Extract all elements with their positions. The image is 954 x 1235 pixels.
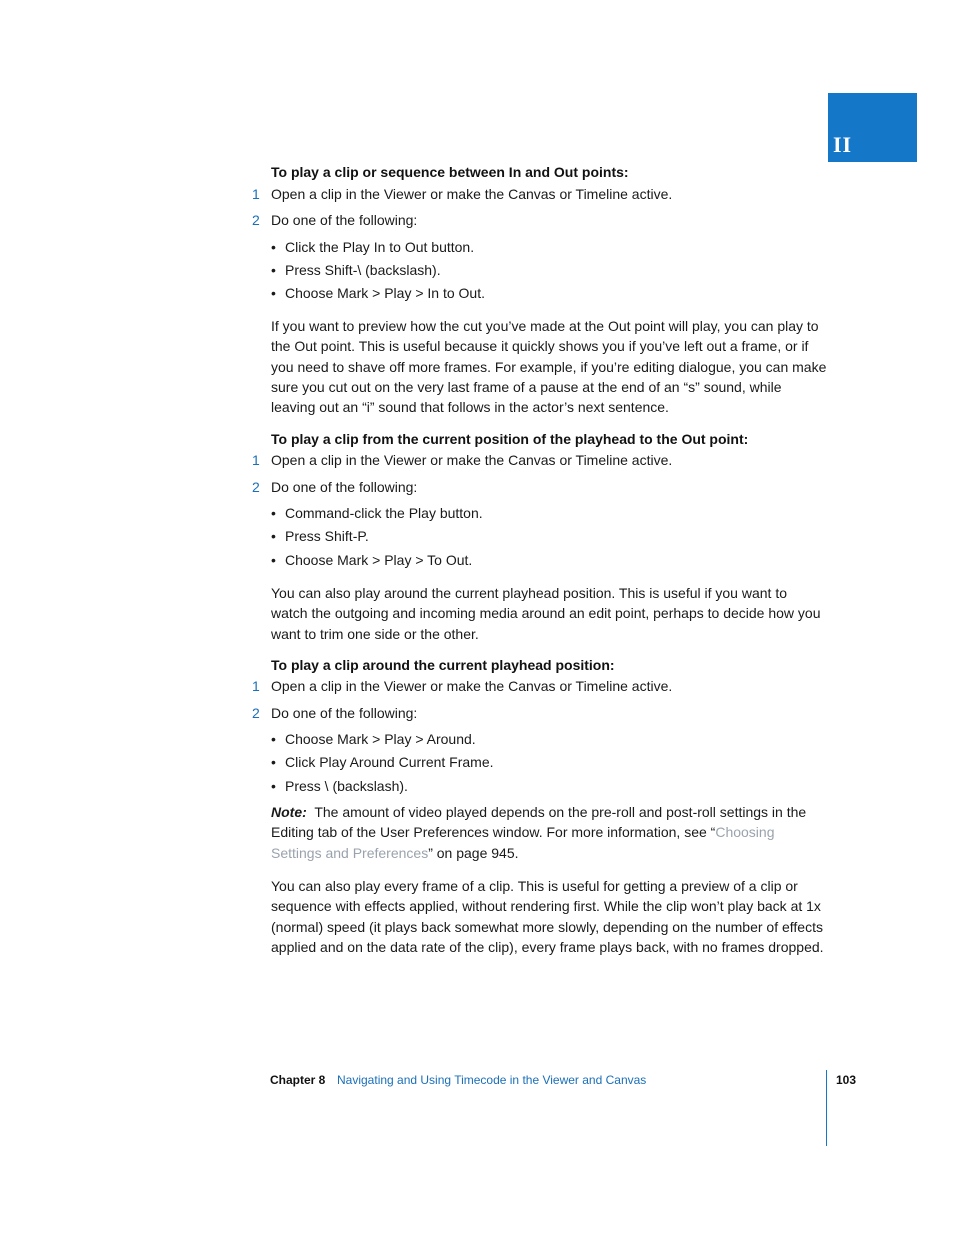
part-tab <box>828 93 917 162</box>
bullet-icon: • <box>271 552 276 568</box>
body-paragraph: You can also play every frame of a clip. This is useful for getting a preview of a clip or sequence with effects applied, without rendering first. While the clip won’t play back at 1x (normal) speed (it plays back somewhat more slowly, depending on the number of effects applied and on the data rate of the clip), every frame plays back, with no frames dropped. <box>271 878 824 955</box>
part-tab-label: II <box>833 132 853 157</box>
section-heading: To play a clip from the current position of the playhead to the Out point: <box>271 431 749 447</box>
step-number: 1 <box>252 186 260 202</box>
step-number: 2 <box>252 212 260 228</box>
list-item <box>271 754 494 770</box>
bullet-icon: • <box>271 731 276 747</box>
list-item <box>271 505 483 521</box>
list-item <box>271 731 476 747</box>
list-item <box>271 239 474 255</box>
step-number: 1 <box>252 678 260 694</box>
footer-chapter-title[interactable]: Navigating and Using Timecode in the Viewer and Canvas <box>337 1073 647 1087</box>
step-number: 1 <box>252 452 260 468</box>
bullet-icon: • <box>271 528 276 544</box>
list-item-text: Press Shift-P. <box>285 528 369 544</box>
list-item-text: Choose Mark > Play > To Out. <box>285 552 473 568</box>
list-item <box>271 285 485 301</box>
bullet-icon: • <box>271 778 276 794</box>
step-number: 2 <box>252 705 260 721</box>
step-text: Open a clip in the Viewer or make the Canvas or Timeline active. <box>271 678 673 694</box>
note-label: Note: <box>271 804 307 820</box>
section-heading: To play a clip or sequence between In and Out points: <box>271 164 629 180</box>
list-item-text: Click the Play In to Out button. <box>285 239 475 255</box>
body-paragraph: You can also play around the current playhead position. This is useful if you want to watch the outgoing and incoming media around an edit point, perhaps to decide how you want to trim one side or the other. <box>271 585 821 642</box>
list-item <box>271 262 441 278</box>
bullet-icon: • <box>271 262 276 278</box>
step-number: 2 <box>252 479 260 495</box>
list-item <box>271 778 408 794</box>
bullet-icon: • <box>271 285 276 301</box>
step-text: Do one of the following: <box>271 479 418 495</box>
note-text-after: ” on page 945. <box>428 844 519 861</box>
body-paragraph: If you want to preview how the cut you’ve made at the Out point will play, you can play to the Out point. This is useful because it quickly shows you if you’ve left out a frame, or if you need to shave off more frames. For example, if you’re editing dialogue, you can make sure you cut out on the very last frame of a pause at the end of an “s” sound, while leaving out an “i” sound that follows in the actor’s next sentence. <box>271 318 827 416</box>
list-item <box>271 528 369 544</box>
step-text: Do one of the following: <box>271 212 418 228</box>
cross-reference-link[interactable]: Choosing Settings and Preferences <box>271 824 775 861</box>
list-item-text: Choose Mark > Play > Around. <box>285 731 476 747</box>
page-number: 103 <box>836 1073 857 1087</box>
note-paragraph <box>271 802 827 863</box>
list-item-text: Click Play Around Current Frame. <box>285 754 494 770</box>
list-item-text: Press Shift-\ (backslash). <box>285 262 441 278</box>
step-text: Open a clip in the Viewer or make the Canvas or Timeline active. <box>271 186 673 202</box>
step-text: Do one of the following: <box>271 705 418 721</box>
bullet-icon: • <box>271 754 276 770</box>
list-item-text: Press \ (backslash). <box>285 778 408 794</box>
bullet-icon: • <box>271 239 276 255</box>
list-item <box>271 552 472 568</box>
list-item-text: Choose Mark > Play > In to Out. <box>285 285 485 301</box>
section-heading: To play a clip around the current playhead position: <box>271 657 615 673</box>
bullet-icon: • <box>271 505 276 521</box>
footer-divider <box>826 1070 827 1146</box>
note-text-before: The amount of video played depends on the pre-roll and post-roll settings in the Editing tab of the User Preferences window. For more information, see “ <box>271 804 807 841</box>
list-item-text: Command-click the Play button. <box>285 505 483 521</box>
step-text: Open a clip in the Viewer or make the Canvas or Timeline active. <box>271 452 673 468</box>
footer-chapter: Chapter 8 <box>270 1073 326 1087</box>
